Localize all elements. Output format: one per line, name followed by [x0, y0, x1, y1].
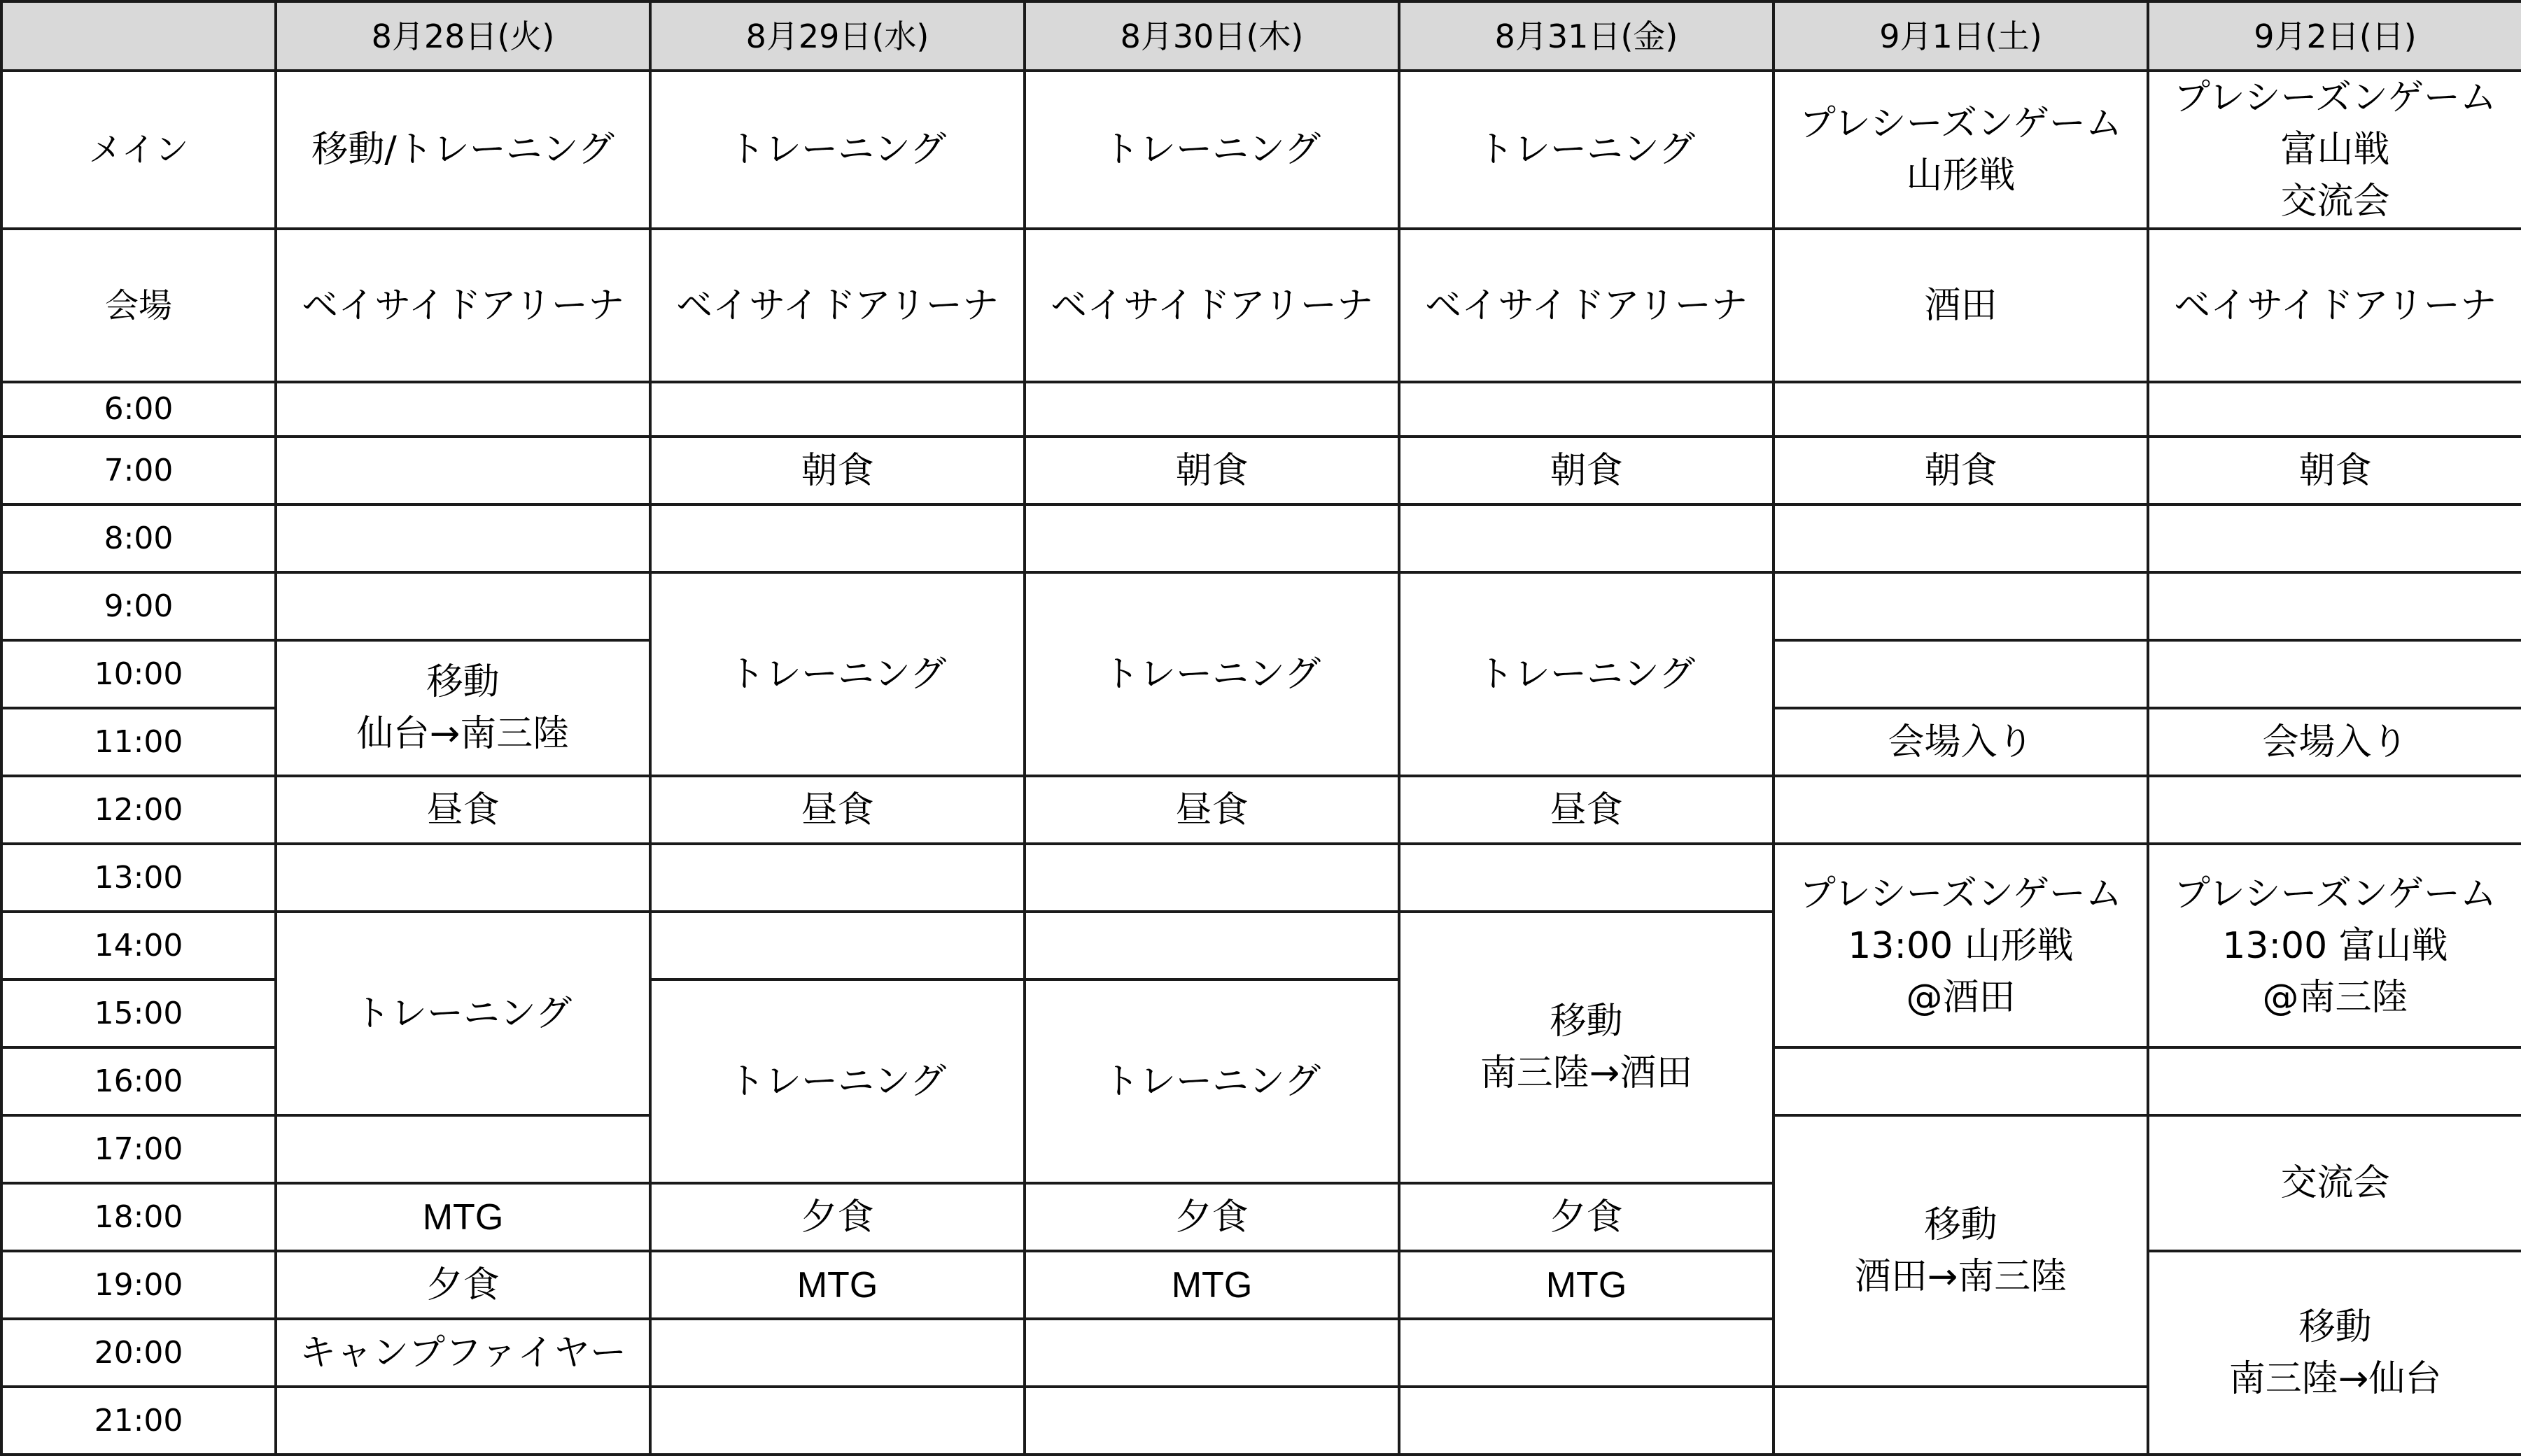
move-cell: 移動 仙台→南三陸 [276, 640, 650, 776]
lunch-cell: 昼食 [650, 776, 1025, 844]
empty-cell [650, 1319, 1025, 1387]
time-row [1, 1387, 2521, 1455]
day-header: 9月2日(日) [2148, 1, 2521, 71]
dinner-cell: 夕食 [650, 1183, 1025, 1251]
day-header: 8月29日(水) [650, 1, 1025, 71]
header-row [1, 1, 2521, 71]
time-label: 8:00 [1, 504, 276, 572]
corner-cell [1, 1, 276, 71]
main-row [1, 71, 2521, 229]
time-row [1, 504, 2521, 572]
lunch-cell: 昼食 [1399, 776, 1774, 844]
venue-row [1, 229, 2521, 382]
time-row [1, 776, 2521, 844]
training-cell: トレーニング [276, 912, 650, 1115]
time-row [1, 437, 2521, 504]
venue-cell: 酒田 [1774, 229, 2148, 382]
venue-cell: ベイサイドアリーナ [1025, 229, 1399, 382]
empty-cell [1025, 844, 1399, 912]
main-cell: プレシーズンゲーム 山形戦 [1774, 71, 2148, 229]
empty-cell [1399, 1387, 1774, 1455]
empty-cell [2148, 640, 2521, 708]
empty-cell [1025, 912, 1399, 980]
empty-cell [1025, 382, 1399, 437]
time-label: 7:00 [1, 437, 276, 504]
empty-cell [1774, 382, 2148, 437]
empty-cell [1025, 1319, 1399, 1387]
empty-cell [1774, 1387, 2148, 1455]
main-cell: 移動/トレーニング [276, 71, 650, 229]
time-label: 14:00 [1, 912, 276, 980]
main-cell: トレーニング [1025, 71, 1399, 229]
empty-cell [276, 1115, 650, 1183]
empty-cell [1774, 1047, 2148, 1115]
lunch-cell: 昼食 [1025, 776, 1399, 844]
breakfast-cell: 朝食 [1025, 437, 1399, 504]
empty-cell [1774, 640, 2148, 708]
empty-cell [2148, 504, 2521, 572]
game-cell: プレシーズンゲーム 13:00 富山戦 @南三陸 [2148, 844, 2521, 1047]
arrival-cell: 会場入り [1774, 708, 2148, 776]
day-header: 8月28日(火) [276, 1, 650, 71]
breakfast-cell: 朝食 [1399, 437, 1774, 504]
time-label: 15:00 [1, 980, 276, 1047]
empty-cell [650, 1387, 1025, 1455]
mtg-cell: MTG [1025, 1251, 1399, 1319]
training-cell: トレーニング [650, 980, 1025, 1183]
time-label: 10:00 [1, 640, 276, 708]
dinner-cell: 夕食 [276, 1251, 650, 1319]
day-header: 9月1日(土) [1774, 1, 2148, 71]
game-cell: プレシーズンゲーム 13:00 山形戦 @酒田 [1774, 844, 2148, 1047]
venue-cell: ベイサイドアリーナ [2148, 229, 2521, 382]
empty-cell [1025, 1387, 1399, 1455]
move-cell: 移動 酒田→南三陸 [1774, 1115, 2148, 1387]
empty-cell [276, 844, 650, 912]
mtg-cell: MTG [1399, 1251, 1774, 1319]
time-label: 19:00 [1, 1251, 276, 1319]
venue-label: 会場 [1, 229, 276, 382]
empty-cell [1774, 572, 2148, 640]
time-row [1, 572, 2521, 640]
move-cell: 移動 南三陸→酒田 [1399, 912, 1774, 1183]
empty-cell [650, 382, 1025, 437]
time-label: 11:00 [1, 708, 276, 776]
venue-cell: ベイサイドアリーナ [650, 229, 1025, 382]
empty-cell [650, 504, 1025, 572]
breakfast-cell: 朝食 [2148, 437, 2521, 504]
empty-cell [2148, 572, 2521, 640]
time-label: 9:00 [1, 572, 276, 640]
empty-cell [1399, 1319, 1774, 1387]
move-cell: 移動 南三陸→仙台 [2148, 1251, 2521, 1455]
time-label: 21:00 [1, 1387, 276, 1455]
time-label: 12:00 [1, 776, 276, 844]
time-label: 13:00 [1, 844, 276, 912]
mtg-cell: MTG [650, 1251, 1025, 1319]
time-label: 16:00 [1, 1047, 276, 1115]
empty-cell [276, 382, 650, 437]
exchange-cell: 交流会 [2148, 1115, 2521, 1251]
time-row [1, 382, 2521, 437]
venue-cell: ベイサイドアリーナ [1399, 229, 1774, 382]
time-label: 6:00 [1, 382, 276, 437]
empty-cell [1399, 382, 1774, 437]
empty-cell [276, 504, 650, 572]
lunch-cell: 昼食 [276, 776, 650, 844]
main-label: メイン [1, 71, 276, 229]
empty-cell [1399, 504, 1774, 572]
main-cell: トレーニング [650, 71, 1025, 229]
day-header: 8月30日(木) [1025, 1, 1399, 71]
training-cell: トレーニング [1025, 980, 1399, 1183]
main-cell: プレシーズンゲーム 富山戦 交流会 [2148, 71, 2521, 229]
empty-cell [276, 437, 650, 504]
empty-cell [2148, 1047, 2521, 1115]
empty-cell [1025, 504, 1399, 572]
venue-cell: ベイサイドアリーナ [276, 229, 650, 382]
breakfast-cell: 朝食 [650, 437, 1025, 504]
empty-cell [1774, 776, 2148, 844]
breakfast-cell: 朝食 [1774, 437, 2148, 504]
empty-cell [650, 844, 1025, 912]
main-cell: トレーニング [1399, 71, 1774, 229]
empty-cell [650, 912, 1025, 980]
training-cell: トレーニング [1399, 572, 1774, 776]
campfire-cell: キャンプファイヤー [276, 1319, 650, 1387]
mtg-cell: MTG [276, 1183, 650, 1251]
day-header: 8月31日(金) [1399, 1, 1774, 71]
arrival-cell: 会場入り [2148, 708, 2521, 776]
empty-cell [1774, 504, 2148, 572]
time-row [1, 844, 2521, 912]
time-label: 20:00 [1, 1319, 276, 1387]
dinner-cell: 夕食 [1399, 1183, 1774, 1251]
time-label: 17:00 [1, 1115, 276, 1183]
empty-cell [2148, 382, 2521, 437]
empty-cell [276, 572, 650, 640]
empty-cell [276, 1387, 650, 1455]
empty-cell [2148, 776, 2521, 844]
dinner-cell: 夕食 [1025, 1183, 1399, 1251]
training-cell: トレーニング [650, 572, 1025, 776]
time-label: 18:00 [1, 1183, 276, 1251]
training-cell: トレーニング [1025, 572, 1399, 776]
empty-cell [1399, 844, 1774, 912]
